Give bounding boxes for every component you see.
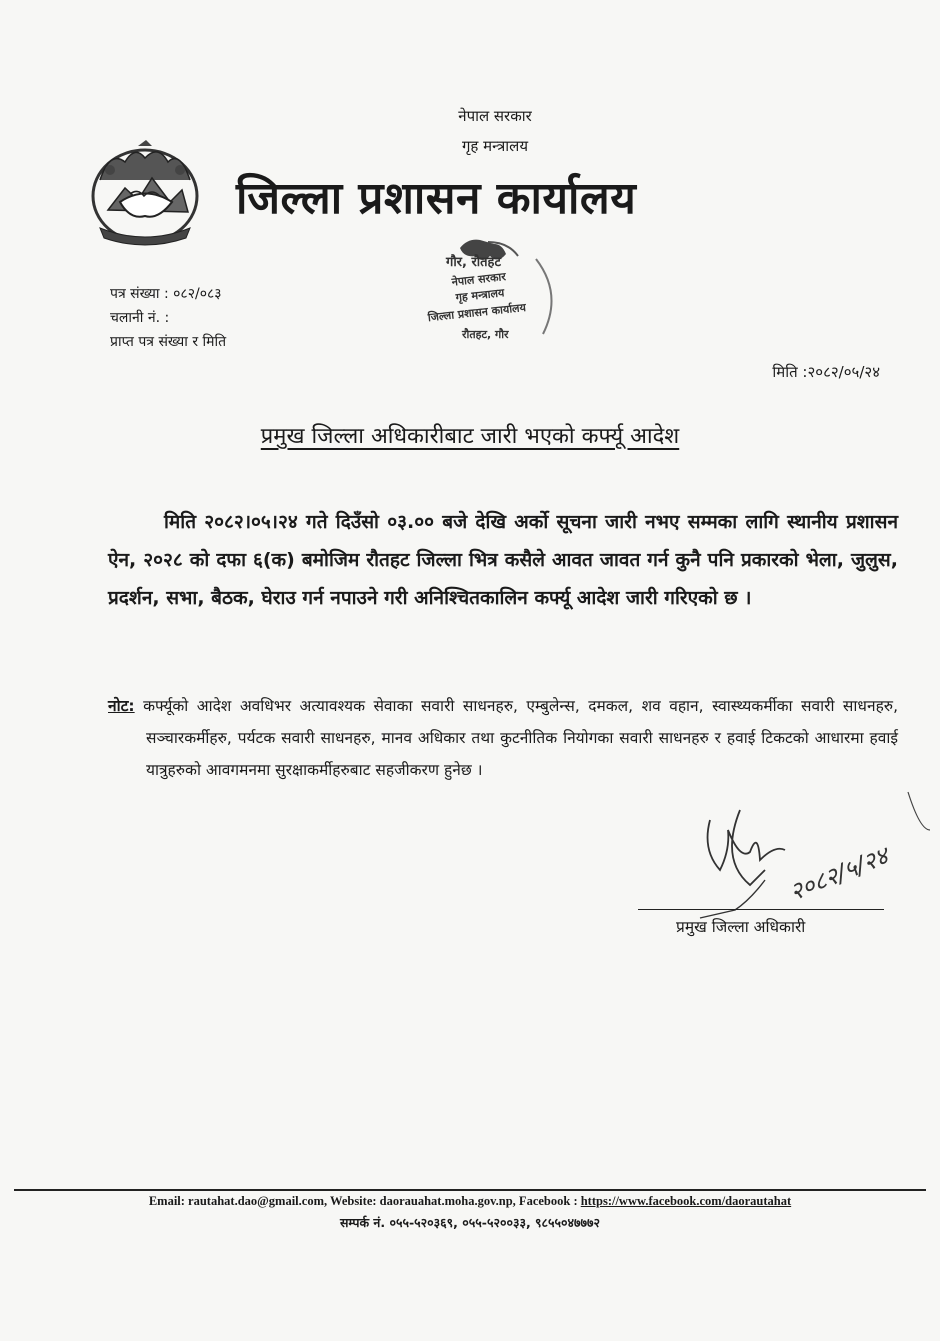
handwritten-signature	[680, 790, 940, 920]
handwritten-date: २०८२/५/२४	[785, 841, 893, 907]
received-reference: प्राप्त पत्र संख्या र मिति	[110, 334, 227, 350]
reference-block	[110, 282, 226, 354]
stamp-line3: गृह मन्त्रालय	[455, 286, 505, 305]
footer-phones: सम्पर्क नं. ०५५-५२०३६९, ०५५-५२००३३, ९८५५०४७७७२	[339, 1215, 601, 1230]
ministry-name: गृह मन्त्रालय	[461, 137, 529, 155]
stamp-line5: रौतहट, गौर	[462, 328, 509, 341]
letter-date: मिति :२०८२/०५/२४	[772, 363, 880, 381]
footer-contact	[0, 1194, 940, 1209]
note-label: नोट:	[108, 697, 135, 715]
note-text: कर्फ्यूको आदेश अवधिभर अत्यावश्यक सेवाका सवारी साधनहरु, एम्बुलेन्स, दमकल, शव वहान, स्वास्थ्यकर्मीका सवारी साधनहरु, सञ्चारकर्मीहरु, पर्यटक सवारी साधनहरु, मानव अधिकार तथा कुटनीतिक नियोगका सवारी साधनहरु र हवाई टिकटको आधारमा हवाई यात्रुहरुको आवगमनमा सुरक्षाकर्मीहरुबाट सहजीकरण हुनेछ ।	[134, 697, 898, 779]
footer-divider	[14, 1189, 926, 1191]
subject-line	[0, 420, 940, 450]
footer-email-website: Email: rautahat.dao@gmail.com, Website: daorauahat.moha.gov.np, Facebook :	[148, 1194, 581, 1208]
stamp-line4: जिल्ला प्रशासन कार्यालय	[427, 300, 527, 325]
dispatch-number: चलानी नं. :	[110, 310, 170, 326]
nepal-emblem-icon	[80, 140, 210, 248]
government-name: नेपाल सरकार	[458, 107, 532, 125]
signature-line	[638, 909, 884, 910]
signatory-title: प्रमुख जिल्ला अधिकारी	[676, 918, 806, 936]
body-paragraph: मिति २०८२।०५।२४ गते दिउँसो ०३.०० बजे देखि अर्को सूचना जारी नभए सम्मका लागि स्थानीय प्रशासन ऐन, २०२८ को दफा ६(क) बमोजिम रौतहट जिल्ला भित्र कसैले आवत जावत गर्न कुनै पनि प्रकारको भेला, जुलुस, प्रदर्शन, सभा, बैठक, घेराउ गर्न नपाउने गरी अनिश्चितकालिन कर्फ्यू आदेश जारी गरिएको छ ।	[108, 511, 898, 609]
stamp-line2: नेपाल सरकार	[451, 270, 507, 289]
office-title: जिल्ला प्रशासन कार्यालय	[236, 173, 637, 224]
note-block	[108, 690, 898, 786]
subject-text: प्रमुख जिल्ला अधिकारीबाट जारी भएको कर्फ्यू आदेश	[260, 424, 680, 449]
stamp-line1: गौर, रौतहट	[446, 255, 502, 270]
office-seal	[418, 234, 563, 349]
letter-number: पत्र संख्या : ०८२/०८३	[110, 286, 222, 302]
facebook-link[interactable]: https://www.facebook.com/daorautahat	[580, 1194, 792, 1208]
